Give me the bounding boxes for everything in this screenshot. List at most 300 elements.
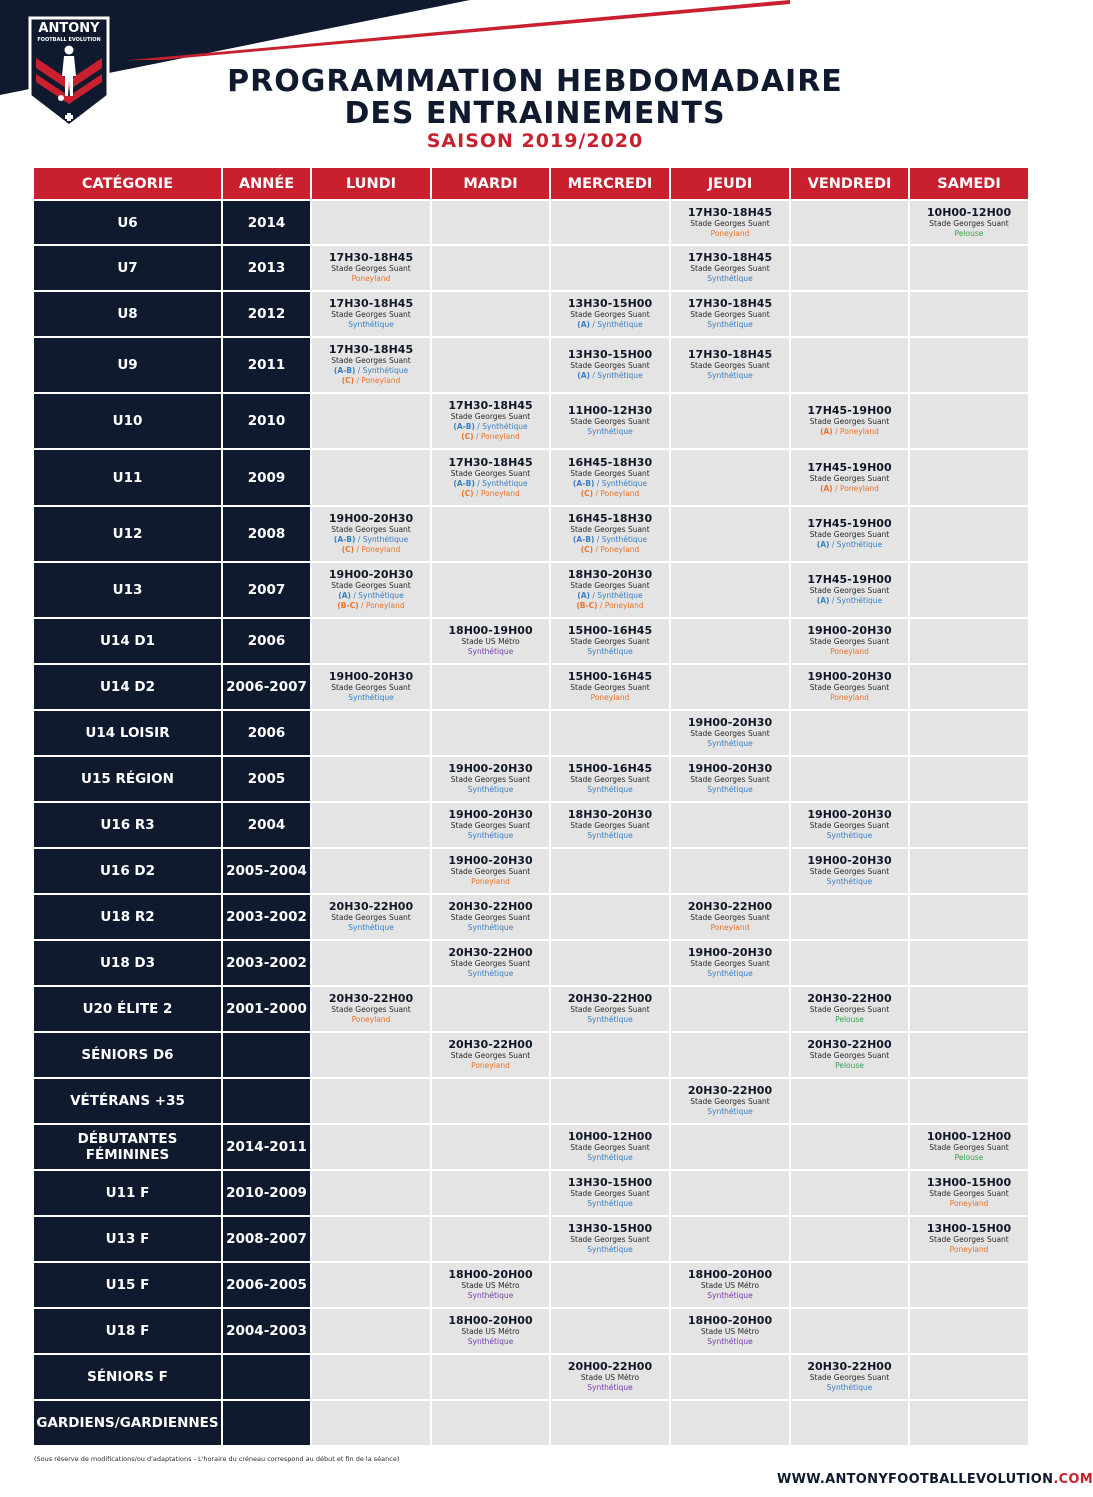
slot-time: 20H30-22H00 xyxy=(448,1038,533,1051)
slot-time: 17H30-18H45 xyxy=(687,251,773,264)
field-name: Synthétique xyxy=(707,1291,753,1300)
slot-field-line xyxy=(432,1061,549,1071)
slot-cell xyxy=(790,449,909,506)
slot-time: 18H00-20H00 xyxy=(448,1268,533,1281)
slot-cell xyxy=(550,710,670,756)
field-name: Synthétique xyxy=(362,366,409,375)
slot-cell xyxy=(790,393,909,449)
slot-place: Stade Georges Suant xyxy=(570,310,650,319)
slot-cell xyxy=(311,200,431,245)
slot-cell xyxy=(790,562,909,618)
group-label: (A-B) xyxy=(453,422,475,431)
slot-time: 13H30-15H00 xyxy=(567,1222,653,1235)
slot-time: 15H00-16H45 xyxy=(567,762,653,775)
field-name: Synthétique xyxy=(587,785,633,794)
slot-time: 13H30-15H00 xyxy=(567,297,653,310)
slot-field-line xyxy=(791,1015,908,1025)
slot-cell xyxy=(550,562,670,618)
group-separator: / xyxy=(832,483,841,493)
slot-cell xyxy=(311,1170,431,1216)
field-name: Synthétique xyxy=(587,1015,633,1024)
slot-cell xyxy=(790,200,909,245)
slot-field-line xyxy=(551,647,669,657)
slot-place: Stade US Métro xyxy=(461,637,520,646)
slot-cell xyxy=(790,1078,909,1124)
slot-field-line xyxy=(551,1199,669,1209)
slot-time: 15H00-16H45 xyxy=(567,670,653,683)
year-cell: 2008-2007 xyxy=(222,1216,311,1262)
slot-place: Stade Georges Suant xyxy=(450,913,531,922)
slot-cell xyxy=(550,986,670,1032)
slot-cell xyxy=(550,940,670,986)
field-name: Synthétique xyxy=(836,596,883,605)
table-row xyxy=(33,710,1029,756)
column-header-vendredi: VENDREDI xyxy=(790,168,909,200)
table-row xyxy=(33,1308,1029,1354)
slot-time: 20H30-22H00 xyxy=(687,1084,773,1097)
field-name: Pelouse xyxy=(835,1061,864,1070)
slot-place: Stade Georges Suant xyxy=(690,361,770,370)
slot-cell xyxy=(670,291,790,337)
slot-field-line xyxy=(671,969,789,979)
slot-place: Stade US Métro xyxy=(700,1327,760,1336)
slot-cell xyxy=(670,1170,790,1216)
slot-field-line xyxy=(432,422,549,432)
slot-cell xyxy=(431,940,550,986)
slot-cell xyxy=(909,664,1029,710)
slot-cell xyxy=(431,1124,550,1170)
column-header-mardi: MARDI xyxy=(431,168,550,200)
slot-field-line xyxy=(432,785,549,795)
field-name: Synthétique xyxy=(587,1245,633,1254)
field-name: Synthétique xyxy=(826,831,873,840)
field-name: Synthétique xyxy=(362,535,409,544)
slot-time: 16H45-18H30 xyxy=(567,512,653,525)
field-name: Synthétique xyxy=(482,478,528,488)
year-cell: 2001-2000 xyxy=(222,986,311,1032)
table-row xyxy=(33,393,1029,449)
slot-cell xyxy=(790,618,909,664)
field-name: Poneyland xyxy=(710,923,750,932)
table-row xyxy=(33,1124,1029,1170)
slot-place: Stade Georges Suant xyxy=(570,525,650,534)
category-cell: U16 D2 xyxy=(33,848,222,894)
slot-place: Stade Georges Suant xyxy=(809,1005,890,1014)
slot-field-line xyxy=(551,831,669,841)
field-name: Poneyland xyxy=(830,647,869,656)
field-name: Synthétique xyxy=(597,591,643,600)
group-label: (A-B) xyxy=(572,478,595,488)
slot-cell xyxy=(909,802,1029,848)
field-name: Synthétique xyxy=(587,647,633,656)
slot-time: 18H30-20H30 xyxy=(567,808,653,821)
category-cell: U15 RÉGION xyxy=(33,756,222,802)
field-name: Poneyland xyxy=(840,483,879,493)
group-label: (A) xyxy=(338,591,351,600)
slot-cell xyxy=(790,337,909,393)
slot-field-line xyxy=(551,1245,669,1255)
slot-place: Stade Georges Suant xyxy=(570,637,650,646)
slot-cell xyxy=(431,245,550,291)
website-link[interactable] xyxy=(777,1472,1093,1487)
slot-time: 18H00-20H00 xyxy=(687,1314,773,1327)
slot-time: 11H00-12H30 xyxy=(567,404,653,417)
slot-field-line xyxy=(312,320,430,330)
field-name: Synthétique xyxy=(348,693,394,702)
slot-cell xyxy=(670,337,790,393)
slot-place: Stade Georges Suant xyxy=(690,729,770,738)
slot-cell xyxy=(431,337,550,393)
slot-cell xyxy=(311,1308,431,1354)
year-cell: 2005 xyxy=(222,756,311,802)
slot-time: 19H00-20H30 xyxy=(807,854,892,867)
field-name: Poneyland xyxy=(949,1245,989,1254)
category-cell: SÉNIORS F xyxy=(33,1354,222,1400)
slot-place: Stade Georges Suant xyxy=(450,821,531,830)
slot-time: 10H00-12H00 xyxy=(926,1130,1012,1143)
slot-cell xyxy=(431,1400,550,1446)
slot-cell xyxy=(790,291,909,337)
slot-cell xyxy=(909,618,1029,664)
slot-time: 17H30-18H45 xyxy=(328,297,414,310)
slot-place: Stade Georges Suant xyxy=(690,218,770,228)
column-header-lundi: LUNDI xyxy=(311,168,431,200)
group-separator: / xyxy=(474,422,483,431)
group-label: (C) xyxy=(341,376,355,385)
group-separator: / xyxy=(354,376,362,385)
slot-cell xyxy=(790,894,909,940)
category-cell: DÉBUTANTES FÉMININES xyxy=(33,1124,222,1170)
slot-cell xyxy=(909,449,1029,506)
slot-field-line xyxy=(551,1153,669,1163)
slot-place: Stade Georges Suant xyxy=(690,310,770,319)
header-corner-red-stripe xyxy=(0,0,790,60)
slot-cell xyxy=(670,449,790,506)
field-name: Synthétique xyxy=(587,831,633,840)
slot-field-line xyxy=(432,831,549,841)
slot-field-line xyxy=(432,969,549,979)
slot-place: Stade Georges Suant xyxy=(331,913,411,922)
field-name: Synthétique xyxy=(707,739,753,748)
slot-place: Stade Georges Suant xyxy=(809,473,890,483)
slot-time: 19H00-20H30 xyxy=(807,670,892,683)
slot-field-line xyxy=(551,479,669,489)
slot-field-line xyxy=(432,923,549,933)
field-name: Poneyland xyxy=(365,601,405,610)
slot-cell xyxy=(790,1216,909,1262)
slot-place: Stade Georges Suant xyxy=(809,821,890,830)
slot-time: 18H00-20H00 xyxy=(687,1268,773,1281)
field-name: Poneyland xyxy=(949,1199,989,1208)
year-cell: 2010-2009 xyxy=(222,1170,311,1216)
slot-place: Stade Georges Suant xyxy=(331,525,411,534)
group-label: (C) xyxy=(580,545,594,554)
field-name: Poneyland xyxy=(480,488,520,498)
category-cell: U18 R2 xyxy=(33,894,222,940)
slot-cell xyxy=(311,393,431,449)
slot-field-line xyxy=(671,229,789,239)
group-separator: / xyxy=(350,591,359,600)
year-cell: 2010 xyxy=(222,393,311,449)
table-row xyxy=(33,1170,1029,1216)
slot-place: Stade US Métro xyxy=(461,1327,520,1336)
category-cell: VÉTÉRANS +35 xyxy=(33,1078,222,1124)
group-separator: / xyxy=(354,545,362,554)
field-name: Poneyland xyxy=(710,228,750,238)
slot-place: Stade Georges Suant xyxy=(570,775,650,784)
slot-place: Stade Georges Suant xyxy=(570,417,650,426)
slot-place: Stade Georges Suant xyxy=(331,356,411,365)
group-label: (A) xyxy=(820,483,833,493)
slot-time: 13H30-15H00 xyxy=(567,1176,653,1189)
slot-time: 17H30-18H45 xyxy=(687,348,773,361)
group-separator: / xyxy=(593,545,601,554)
field-name: Synthétique xyxy=(597,371,643,380)
field-name: Synthétique xyxy=(587,1153,633,1162)
group-separator: / xyxy=(832,427,841,436)
slot-place: Stade Georges Suant xyxy=(450,775,531,784)
year-cell: 2003-2002 xyxy=(222,894,311,940)
slot-place: Stade Georges Suant xyxy=(929,1143,1009,1152)
category-cell: U18 D3 xyxy=(33,940,222,986)
slot-time: 20H30-22H00 xyxy=(448,900,533,913)
slot-field-line xyxy=(671,371,789,381)
slot-cell xyxy=(550,894,670,940)
slot-cell xyxy=(909,848,1029,894)
category-cell: U16 R3 xyxy=(33,802,222,848)
slot-cell xyxy=(550,848,670,894)
slot-cell xyxy=(311,1400,431,1446)
slot-cell xyxy=(909,506,1029,562)
field-name: Poneyland xyxy=(351,1015,391,1024)
slot-field-line xyxy=(432,432,549,442)
slot-cell xyxy=(670,940,790,986)
slot-field-line xyxy=(671,1107,789,1117)
category-cell: U20 ÉLITE 2 xyxy=(33,986,222,1032)
group-separator: / xyxy=(473,432,481,441)
column-header-annee: ANNÉE xyxy=(222,168,311,200)
slot-cell xyxy=(670,1400,790,1446)
slot-place: Stade Georges Suant xyxy=(331,264,411,273)
field-name: Synthétique xyxy=(707,371,753,380)
slot-place: Stade Georges Suant xyxy=(570,468,650,478)
group-label: (A-B) xyxy=(453,478,475,488)
slot-cell xyxy=(550,506,670,562)
slot-cell xyxy=(431,449,550,506)
year-cell: 2008 xyxy=(222,506,311,562)
slot-cell xyxy=(670,506,790,562)
slot-field-line xyxy=(551,535,669,545)
slot-cell xyxy=(431,393,550,449)
slot-cell xyxy=(909,1216,1029,1262)
slot-field-line xyxy=(312,591,430,601)
slot-cell xyxy=(431,1216,550,1262)
slot-time: 17H30-18H45 xyxy=(328,251,414,264)
slot-cell xyxy=(670,756,790,802)
field-name: Synthétique xyxy=(467,831,514,840)
slot-cell xyxy=(431,1262,550,1308)
slot-field-line xyxy=(432,1291,549,1301)
category-cell: U14 D1 xyxy=(33,618,222,664)
slot-time: 17H30-18H45 xyxy=(328,343,414,356)
field-name: Poneyland xyxy=(830,693,869,702)
year-cell: 2004-2003 xyxy=(222,1308,311,1354)
slot-field-line xyxy=(551,591,669,601)
field-name: Synthétique xyxy=(587,427,633,436)
category-cell: U6 xyxy=(33,200,222,245)
slot-cell xyxy=(550,1216,670,1262)
website-main: WWW.ANTONYFOOTBALLEVOLUTION xyxy=(777,1472,1054,1487)
year-cell: 2011 xyxy=(222,337,311,393)
group-label: (C) xyxy=(341,545,355,554)
year-cell: 2007 xyxy=(222,562,311,618)
slot-cell xyxy=(311,802,431,848)
slot-cell xyxy=(431,802,550,848)
table-row xyxy=(33,1078,1029,1124)
slot-time: 19H00-20H30 xyxy=(328,670,414,683)
year-cell: 2013 xyxy=(222,245,311,291)
slot-time: 17H30-18H45 xyxy=(448,399,533,412)
field-name: Synthétique xyxy=(707,785,753,794)
slot-time: 20H30-22H00 xyxy=(328,992,414,1005)
field-name: Poneyland xyxy=(480,432,520,441)
slot-cell xyxy=(311,1124,431,1170)
field-name: Poneyland xyxy=(351,274,391,283)
slot-cell xyxy=(311,562,431,618)
slot-cell xyxy=(909,245,1029,291)
slot-time: 20H30-22H00 xyxy=(328,900,414,913)
slot-field-line xyxy=(312,693,430,703)
slot-place: Stade Georges Suant xyxy=(570,1189,650,1198)
field-name: Poneyland xyxy=(600,545,640,554)
group-separator: / xyxy=(829,540,837,549)
group-separator: / xyxy=(593,488,601,498)
slot-place: Stade Georges Suant xyxy=(690,775,770,784)
table-row xyxy=(33,200,1029,245)
slot-time: 17H45-19H00 xyxy=(807,573,892,586)
slot-cell xyxy=(550,1032,670,1078)
category-cell: U10 xyxy=(33,393,222,449)
slot-cell xyxy=(790,506,909,562)
slot-place: Stade Georges Suant xyxy=(450,1051,531,1060)
slot-time: 13H00-15H00 xyxy=(926,1176,1012,1189)
slot-field-line xyxy=(551,601,669,611)
slot-cell xyxy=(909,1078,1029,1124)
slot-cell xyxy=(790,940,909,986)
slot-field-line xyxy=(791,647,908,657)
table-row xyxy=(33,506,1029,562)
slot-cell xyxy=(670,245,790,291)
slot-time: 18H30-20H30 xyxy=(567,568,653,581)
field-name: Synthétique xyxy=(467,969,514,978)
slot-cell xyxy=(311,245,431,291)
slot-cell xyxy=(431,1354,550,1400)
group-separator: / xyxy=(589,320,598,329)
group-label: (A) xyxy=(816,540,830,549)
field-name: Synthétique xyxy=(826,877,873,886)
table-row xyxy=(33,562,1029,618)
slot-cell xyxy=(790,1262,909,1308)
slot-time: 18H00-20H00 xyxy=(448,1314,533,1327)
slot-cell xyxy=(431,664,550,710)
slot-cell xyxy=(550,1078,670,1124)
slot-cell xyxy=(909,1354,1029,1400)
field-name: Synthétique xyxy=(587,1383,633,1392)
slot-time: 17H45-19H00 xyxy=(807,517,892,530)
category-cell: U7 xyxy=(33,245,222,291)
field-name: Synthétique xyxy=(467,1291,514,1300)
table-row xyxy=(33,986,1029,1032)
slot-cell xyxy=(550,449,670,506)
slot-place: Stade Georges Suant xyxy=(809,586,890,595)
slot-cell xyxy=(790,1124,909,1170)
slot-place: Stade Georges Suant xyxy=(809,637,890,646)
table-row xyxy=(33,1216,1029,1262)
column-header-jeudi: JEUDI xyxy=(670,168,790,200)
table-row xyxy=(33,894,1029,940)
slot-cell xyxy=(670,393,790,449)
field-name: Synthétique xyxy=(348,923,394,932)
slot-cell xyxy=(431,894,550,940)
year-cell: 2009 xyxy=(222,449,311,506)
group-separator: / xyxy=(594,478,602,488)
category-cell: U11 xyxy=(33,449,222,506)
field-name: Synthétique xyxy=(467,647,514,656)
page-title-line2: DES ENTRAINEMENTS xyxy=(344,96,726,131)
slot-place: Stade Georges Suant xyxy=(809,1051,890,1060)
slot-time: 17H45-19H00 xyxy=(807,404,892,417)
field-name: Synthétique xyxy=(467,923,514,932)
field-name: Synthétique xyxy=(467,1337,514,1346)
table-row xyxy=(33,802,1029,848)
slot-cell xyxy=(790,1170,909,1216)
slot-cell xyxy=(790,848,909,894)
group-separator: / xyxy=(358,601,366,610)
slot-cell xyxy=(311,756,431,802)
slot-place: Stade Georges Suant xyxy=(450,959,531,968)
slot-field-line xyxy=(791,877,908,887)
slot-cell xyxy=(790,756,909,802)
group-label: (A-B) xyxy=(333,535,356,544)
slot-cell xyxy=(790,1400,909,1446)
slot-field-line xyxy=(432,479,549,489)
slot-cell xyxy=(311,710,431,756)
year-cell xyxy=(222,1032,311,1078)
field-name: Poneyland xyxy=(840,427,879,436)
field-name: Poneyland xyxy=(604,601,644,610)
slot-field-line xyxy=(671,1291,789,1301)
year-cell xyxy=(222,1354,311,1400)
slot-place: Stade Georges Suant xyxy=(331,683,411,692)
slot-cell xyxy=(311,291,431,337)
group-separator: / xyxy=(473,488,481,498)
slot-field-line xyxy=(671,785,789,795)
group-label: (A) xyxy=(820,427,833,436)
year-cell: 2004 xyxy=(222,802,311,848)
slot-cell xyxy=(790,802,909,848)
field-name: Synthétique xyxy=(467,785,514,794)
field-name: Synthétique xyxy=(826,1383,873,1392)
slot-field-line xyxy=(910,1245,1028,1255)
category-cell: SÉNIORS D6 xyxy=(33,1032,222,1078)
slot-time: 15H00-16H45 xyxy=(567,624,653,637)
slot-time: 19H00-20H30 xyxy=(328,568,414,581)
field-name: Synthétique xyxy=(707,274,753,283)
slot-time: 20H30-22H00 xyxy=(807,1360,892,1373)
field-name: Poneyland xyxy=(361,545,401,554)
field-name: Synthétique xyxy=(707,320,753,329)
slot-field-line xyxy=(432,489,549,499)
